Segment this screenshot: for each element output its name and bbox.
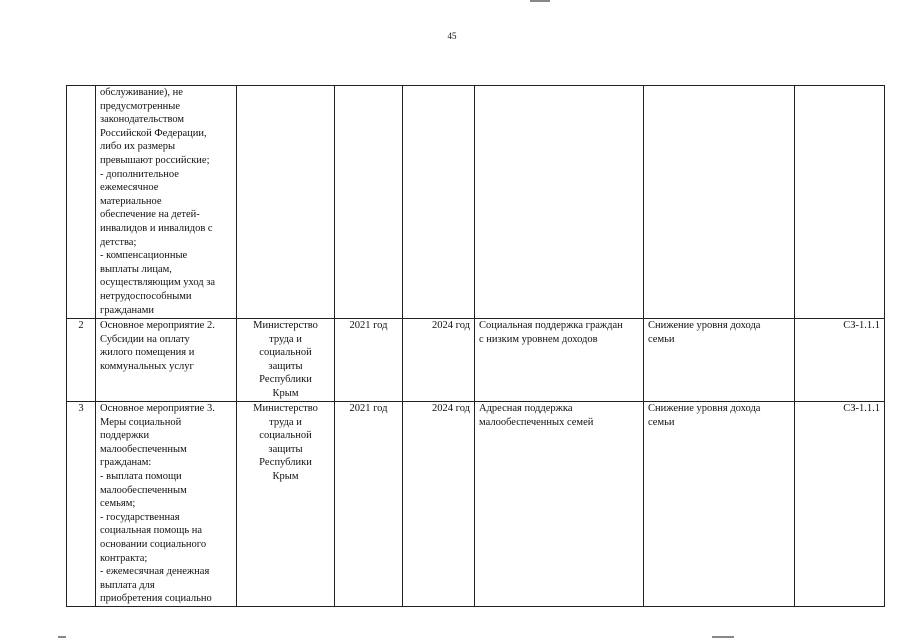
row-number: 2 (67, 319, 96, 402)
result-cell (475, 86, 644, 319)
indicator-code-cell: СЗ-1.1.1 (795, 319, 885, 402)
start-year-cell: 2021 год (335, 319, 403, 402)
page-number: 45 (447, 31, 457, 41)
goal-cell: Снижение уровня дохода семьи (644, 319, 795, 402)
measure-cell: обслуживание), не предусмотренные законодательством Российской Федерации, либо их размеры превышают российские; - дополнительное ежемесячное материальное обеспечение на детей- инвалидов и инвалидов с детства; - компенсационные выплаты лицам, осуществляющим уход за нетрудоспособными гражданами (96, 86, 237, 319)
table-row (67, 319, 885, 402)
table-row (67, 86, 885, 319)
row-number (67, 86, 96, 319)
scan-mark-bottom-left (58, 636, 66, 638)
goal-cell (644, 86, 795, 319)
scan-mark-bottom-right (712, 636, 734, 638)
program-table (66, 85, 885, 607)
executor-cell: Министерство труда и социальной защиты Республики Крым (237, 402, 335, 607)
row-number: 3 (67, 402, 96, 607)
measure-cell: Основное мероприятие 3. Меры социальной поддержки малообеспеченным гражданам: - выплата помощи малообеспеченным семьям; - государственная социальная помощь на основании социального контракта; - ежемесячная денежная выплата для приобретения социально (96, 402, 237, 607)
end-year-cell: 2024 год (403, 319, 475, 402)
executor-cell (237, 86, 335, 319)
scan-mark-top (530, 0, 550, 2)
result-cell: Адресная поддержка малообеспеченных семей (475, 402, 644, 607)
end-year-cell (403, 86, 475, 319)
start-year-cell: 2021 год (335, 402, 403, 607)
goal-cell: Снижение уровня дохода семьи (644, 402, 795, 607)
indicator-code-cell (795, 86, 885, 319)
start-year-cell (335, 86, 403, 319)
result-cell: Социальная поддержка граждан с низким уровнем доходов (475, 319, 644, 402)
executor-cell: Министерство труда и социальной защиты Республики Крым (237, 319, 335, 402)
table-row (67, 402, 885, 607)
indicator-code-cell: СЗ-1.1.1 (795, 402, 885, 607)
end-year-cell: 2024 год (403, 402, 475, 607)
measure-cell: Основное мероприятие 2. Субсидии на оплату жилого помещения и коммунальных услуг (96, 319, 237, 402)
